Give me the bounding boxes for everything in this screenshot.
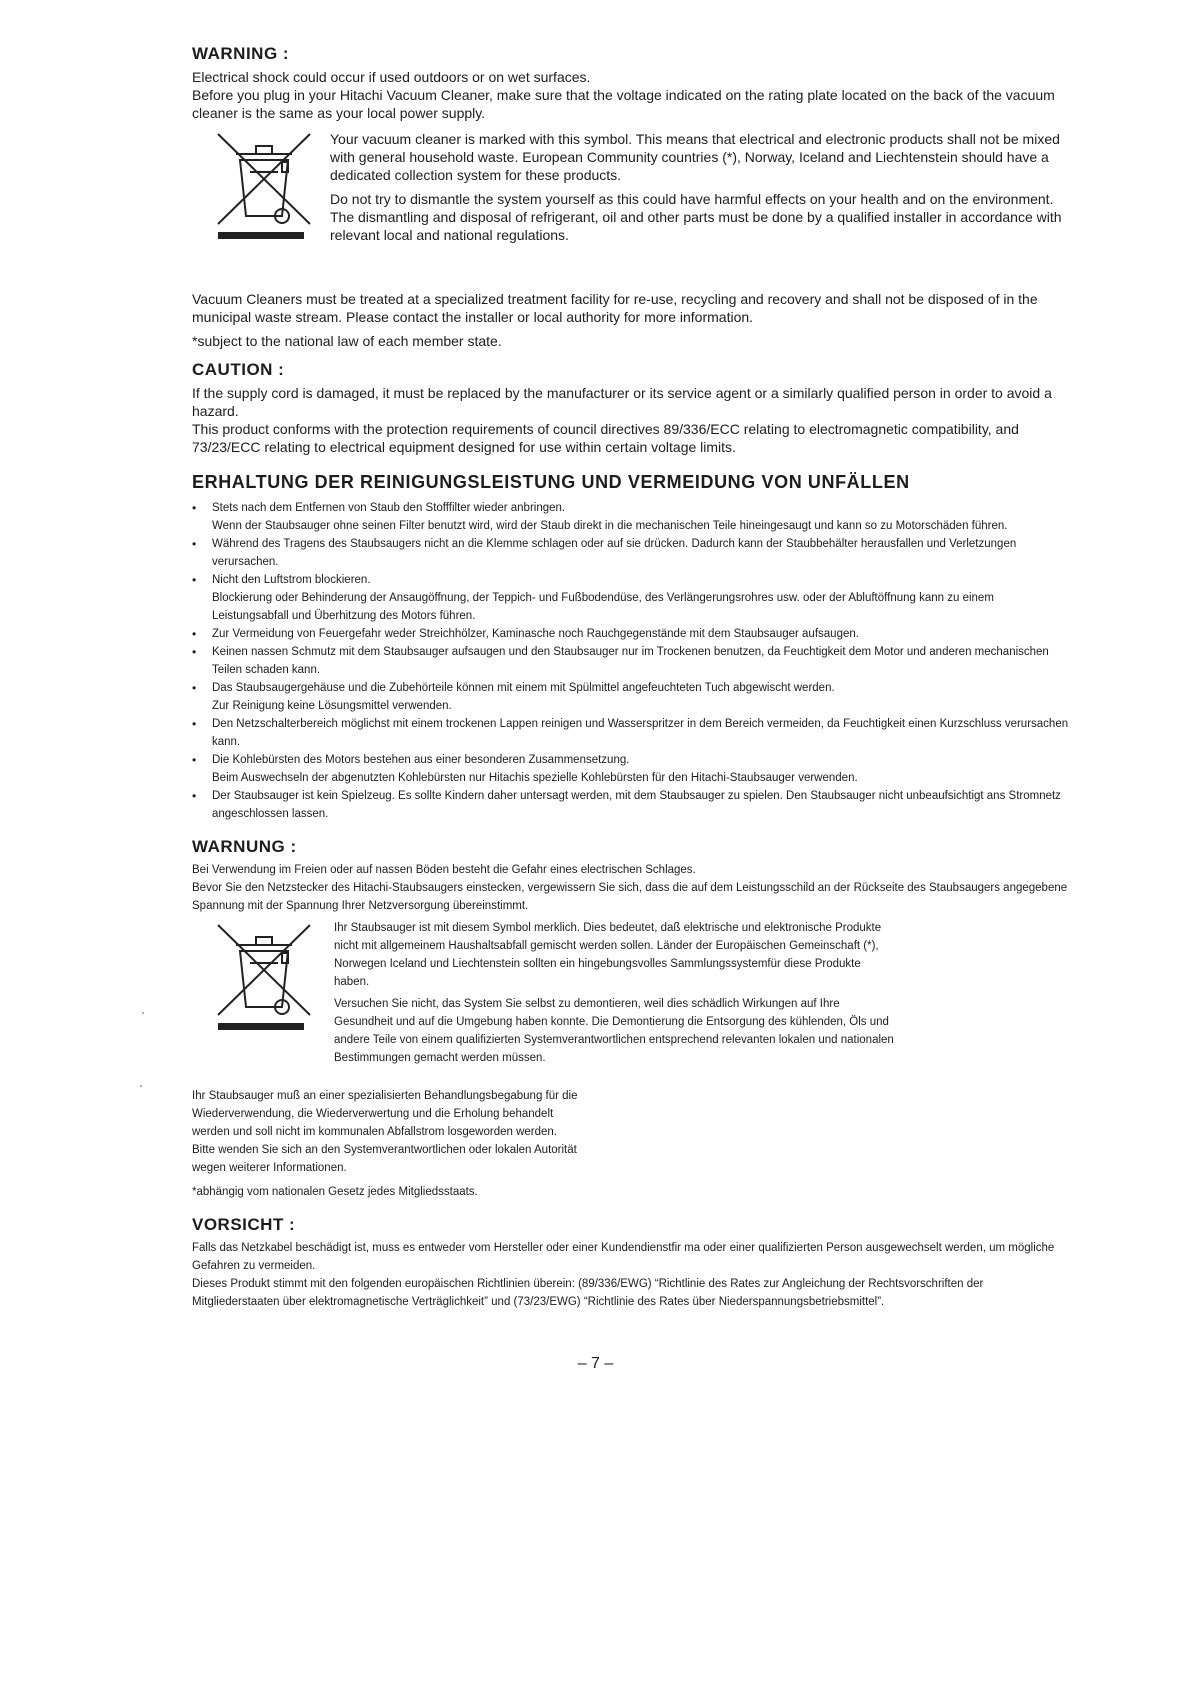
bullet-text: Während des Tragens des Staubsaugers nicht an die Klemme schlagen oder auf sie drücken. Dadurch kann der Staubbehälter herausfallen und Verletzungen verursachen. (212, 538, 1017, 568)
treatment-line-de: Ihr Staubsauger muß an einer spezialisierten Behandlungsbegabung für die (192, 1090, 578, 1102)
caution-line-de: Dieses Produkt stimmt mit den folgenden europäischen Richtlinien überein: (89/336/EWG) “Richtlinie des Rates zur Angleichung der Rechtsvorschriften der Mitgliederstaaten über elektromagnetische Verträglichkeit” und (73/23/EWG) “Richtlinie des Rates über Niederspannungsbetriebsmittel”. (192, 1278, 984, 1308)
weee-paragraph-de: Ihr Staubsauger ist mit diesem Symbol merklich. Dies bedeutet, daß elektrische und elektronische Produkte nicht mit allgemeinem Haushaltsabfall gemischt werden sollen. Länder der Europäischen Gemeinschaft (*), Norwegen Iceland und Liechtenstein sollten ein hingebungsvolles Sammlungssystemfür diese Produkte haben. (334, 922, 882, 988)
main-heading-de: ERHALTUNG DER REINIGUNGSLEISTUNG UND VERMEIDUNG VON UNFÄLLEN (192, 472, 910, 492)
caution-heading: CAUTION : (192, 360, 285, 379)
warning-heading-de: WARNUNG : (192, 837, 297, 856)
bullet-item (192, 787, 1072, 823)
bullet-item (192, 643, 1072, 679)
bullet-item (192, 679, 1072, 715)
footnote: *subject to the national law of each member state. (192, 333, 502, 349)
crossed-out-wheelie-bin-icon (216, 132, 292, 232)
treatment-paragraph-de (192, 1087, 672, 1177)
treatment-line-de: wegen weiterer Informationen. (192, 1162, 347, 1174)
bullet-item (192, 571, 1072, 625)
crossed-out-wheelie-bin-icon (216, 923, 292, 1023)
treatment-line-de: werden und soll nicht im kommunalen Abfallstrom losgeworden werden. (192, 1126, 557, 1138)
caution-line: If the supply cord is damaged, it must be replaced by the manufacturer or its service agent or a similarly qualified person in order to avoid a hazard. (192, 385, 1052, 419)
bullet-text: Den Netzschalterbereich möglichst mit einem trockenen Lappen reinigen und Wasserspritzer in dem Bereich vermeiden, da Feuchtigkeit einen Kurzschluss verursachen kann. (212, 718, 1069, 748)
bullet-item (192, 751, 1072, 787)
weee-paragraph: Your vacuum cleaner is marked with this symbol. This means that electrical and electronic products shall not be mixed with general household waste. European Community countries (*), Norway, Iceland and Liechtenstein should have a dedicated collection system for these products. (330, 131, 1060, 183)
bullet-item (192, 715, 1072, 751)
warning-line-de: Bei Verwendung im Freien oder auf nassen Böden besteht die Gefahr eines electrischen Schlages. (192, 864, 696, 876)
page-content (192, 44, 1072, 1311)
caution-line-de: Falls das Netzkabel beschädigt ist, muss es entweder vom Hersteller oder einer Kundendienstfir ma oder einer qualifizierten Person ausgewechselt werden, um mögliche Gefahren zu vermeiden. (192, 1242, 1055, 1272)
caution-heading-de: VORSICHT : (192, 1215, 296, 1234)
bullet-text: Stets nach dem Entfernen von Staub den Stofffilter wieder anbringen. Wenn der Staubsauger ohne seinen Filter benutzt wird, wird der Staub direkt in die mechanischen Teile hineingesaugt und kann so zu Motorschäden führen. (212, 502, 1008, 532)
treatment-paragraph: Vacuum Cleaners must be treated at a specialized treatment facility for re-use, recycling and recovery and shall not be disposed of in the municipal waste stream. Please contact the installer or local authority for more information. (192, 291, 1038, 325)
weee-text-de (334, 919, 894, 1067)
bullet-text: Der Staubsauger ist kein Spielzeug. Es sollte Kindern daher untersagt werden, mit dem Staubsauger zu spielen. Den Staubsauger nicht unbeaufsichtigt ans Stromnetz angeschlossen lassen. (212, 790, 1061, 820)
warning-line: Electrical shock could occur if used outdoors or on wet surfaces. (192, 69, 591, 85)
caution-line: This product conforms with the protection requirements of council directives 89/336/ECC relating to electromagnetic compatibility, and 73/23/ECC relating to electrical equipment designed for use within certain voltage limits. (192, 421, 1019, 455)
bullet-item (192, 535, 1072, 571)
weee-text (330, 130, 1072, 244)
bullet-item (192, 499, 1072, 535)
treatment-line-de: Bitte wenden Sie sich an den Systemverantwortlichen oder lokalen Autorität (192, 1144, 577, 1156)
page-number: – 7 – (577, 1355, 614, 1372)
bullet-list (192, 499, 1072, 823)
weee-paragraph: Do not try to dismantle the system yourself as this could have harmful effects on your health and on the environment. The dismantling and disposal of refrigerant, oil and other parts must be done by a qualified installer in accordance with relevant local and national regulations. (330, 191, 1062, 243)
warning-line: Before you plug in your Hitachi Vacuum Cleaner, make sure that the voltage indicated on the rating plate located on the back of the vacuum cleaner is the same as your local power supply. (192, 87, 1055, 121)
warning-line-de: Bevor Sie den Netzstecker des Hitachi-Staubsaugers einstecken, vergewissern Sie sich, dass die auf dem Leistungsschild an der Rückseite des Staubsaugers angegebene Spannung mit der Spannung Ihrer Netzversorgung übereinstimmt. (192, 882, 1068, 912)
weee-paragraph-de: Versuchen Sie nicht, das System Sie selbst zu demontieren, weil dies schädlich Wirkungen auf Ihre Gesundheit und auf die Umgebung haben konnte. Die Demontierung die Entsorgung des kühlenden, Öls und andere Teile von einem qualifizierten Systemverantwortlichen entsprechend relevanten lokalen und nationalen Bestimmungen gemacht werden müssen. (334, 998, 894, 1064)
scan-speck (140, 1085, 142, 1087)
bullet-text: Die Kohlebürsten des Motors bestehen aus einer besonderen Zusammensetzung. Beim Auswechseln der abgenutzten Kohlebürsten nur Hitachis spezielle Kohlebürsten für den Hitachi-Staubsauger verwenden. (212, 754, 858, 784)
footnote-de: *abhängig vom nationalen Gesetz jedes Mitgliedsstaats. (192, 1186, 478, 1198)
bullet-text: Das Staubsaugergehäuse und die Zubehörteile können mit einem mit Spülmittel angefeuchteten Tuch abgewischt werden. Zur Reinigung keine Lösungsmittel verwenden. (212, 682, 835, 712)
scan-speck (142, 1012, 144, 1014)
bullet-text: Nicht den Luftstrom blockieren. Blockierung oder Behinderung der Ansaugöffnung, der Teppich- und Fußbodendüse, des Verlängerungsrohres usw. oder der Abluftöffnung kann zu einem Leistungsabfall und Überhitzung des Motors führen. (212, 574, 994, 622)
bullet-item (192, 625, 1072, 643)
warning-heading: WARNING : (192, 44, 290, 63)
treatment-line-de: Wiederverwendung, die Wiederverwertung und die Erholung behandelt (192, 1108, 554, 1120)
weee-block-de (192, 919, 1072, 1087)
weee-block (192, 130, 1072, 290)
bullet-text: Keinen nassen Schmutz mit dem Staubsauger aufsaugen und den Staubsauger nur im Trockenen benutzen, da Feuchtigkeit dem Motor und anderen mechanischen Teilen schaden kann. (212, 646, 1049, 676)
bullet-text: Zur Vermeidung von Feuergefahr weder Streichhölzer, Kaminasche noch Rauchgegenstände mit dem Staubsauger aufsaugen. (212, 628, 859, 640)
